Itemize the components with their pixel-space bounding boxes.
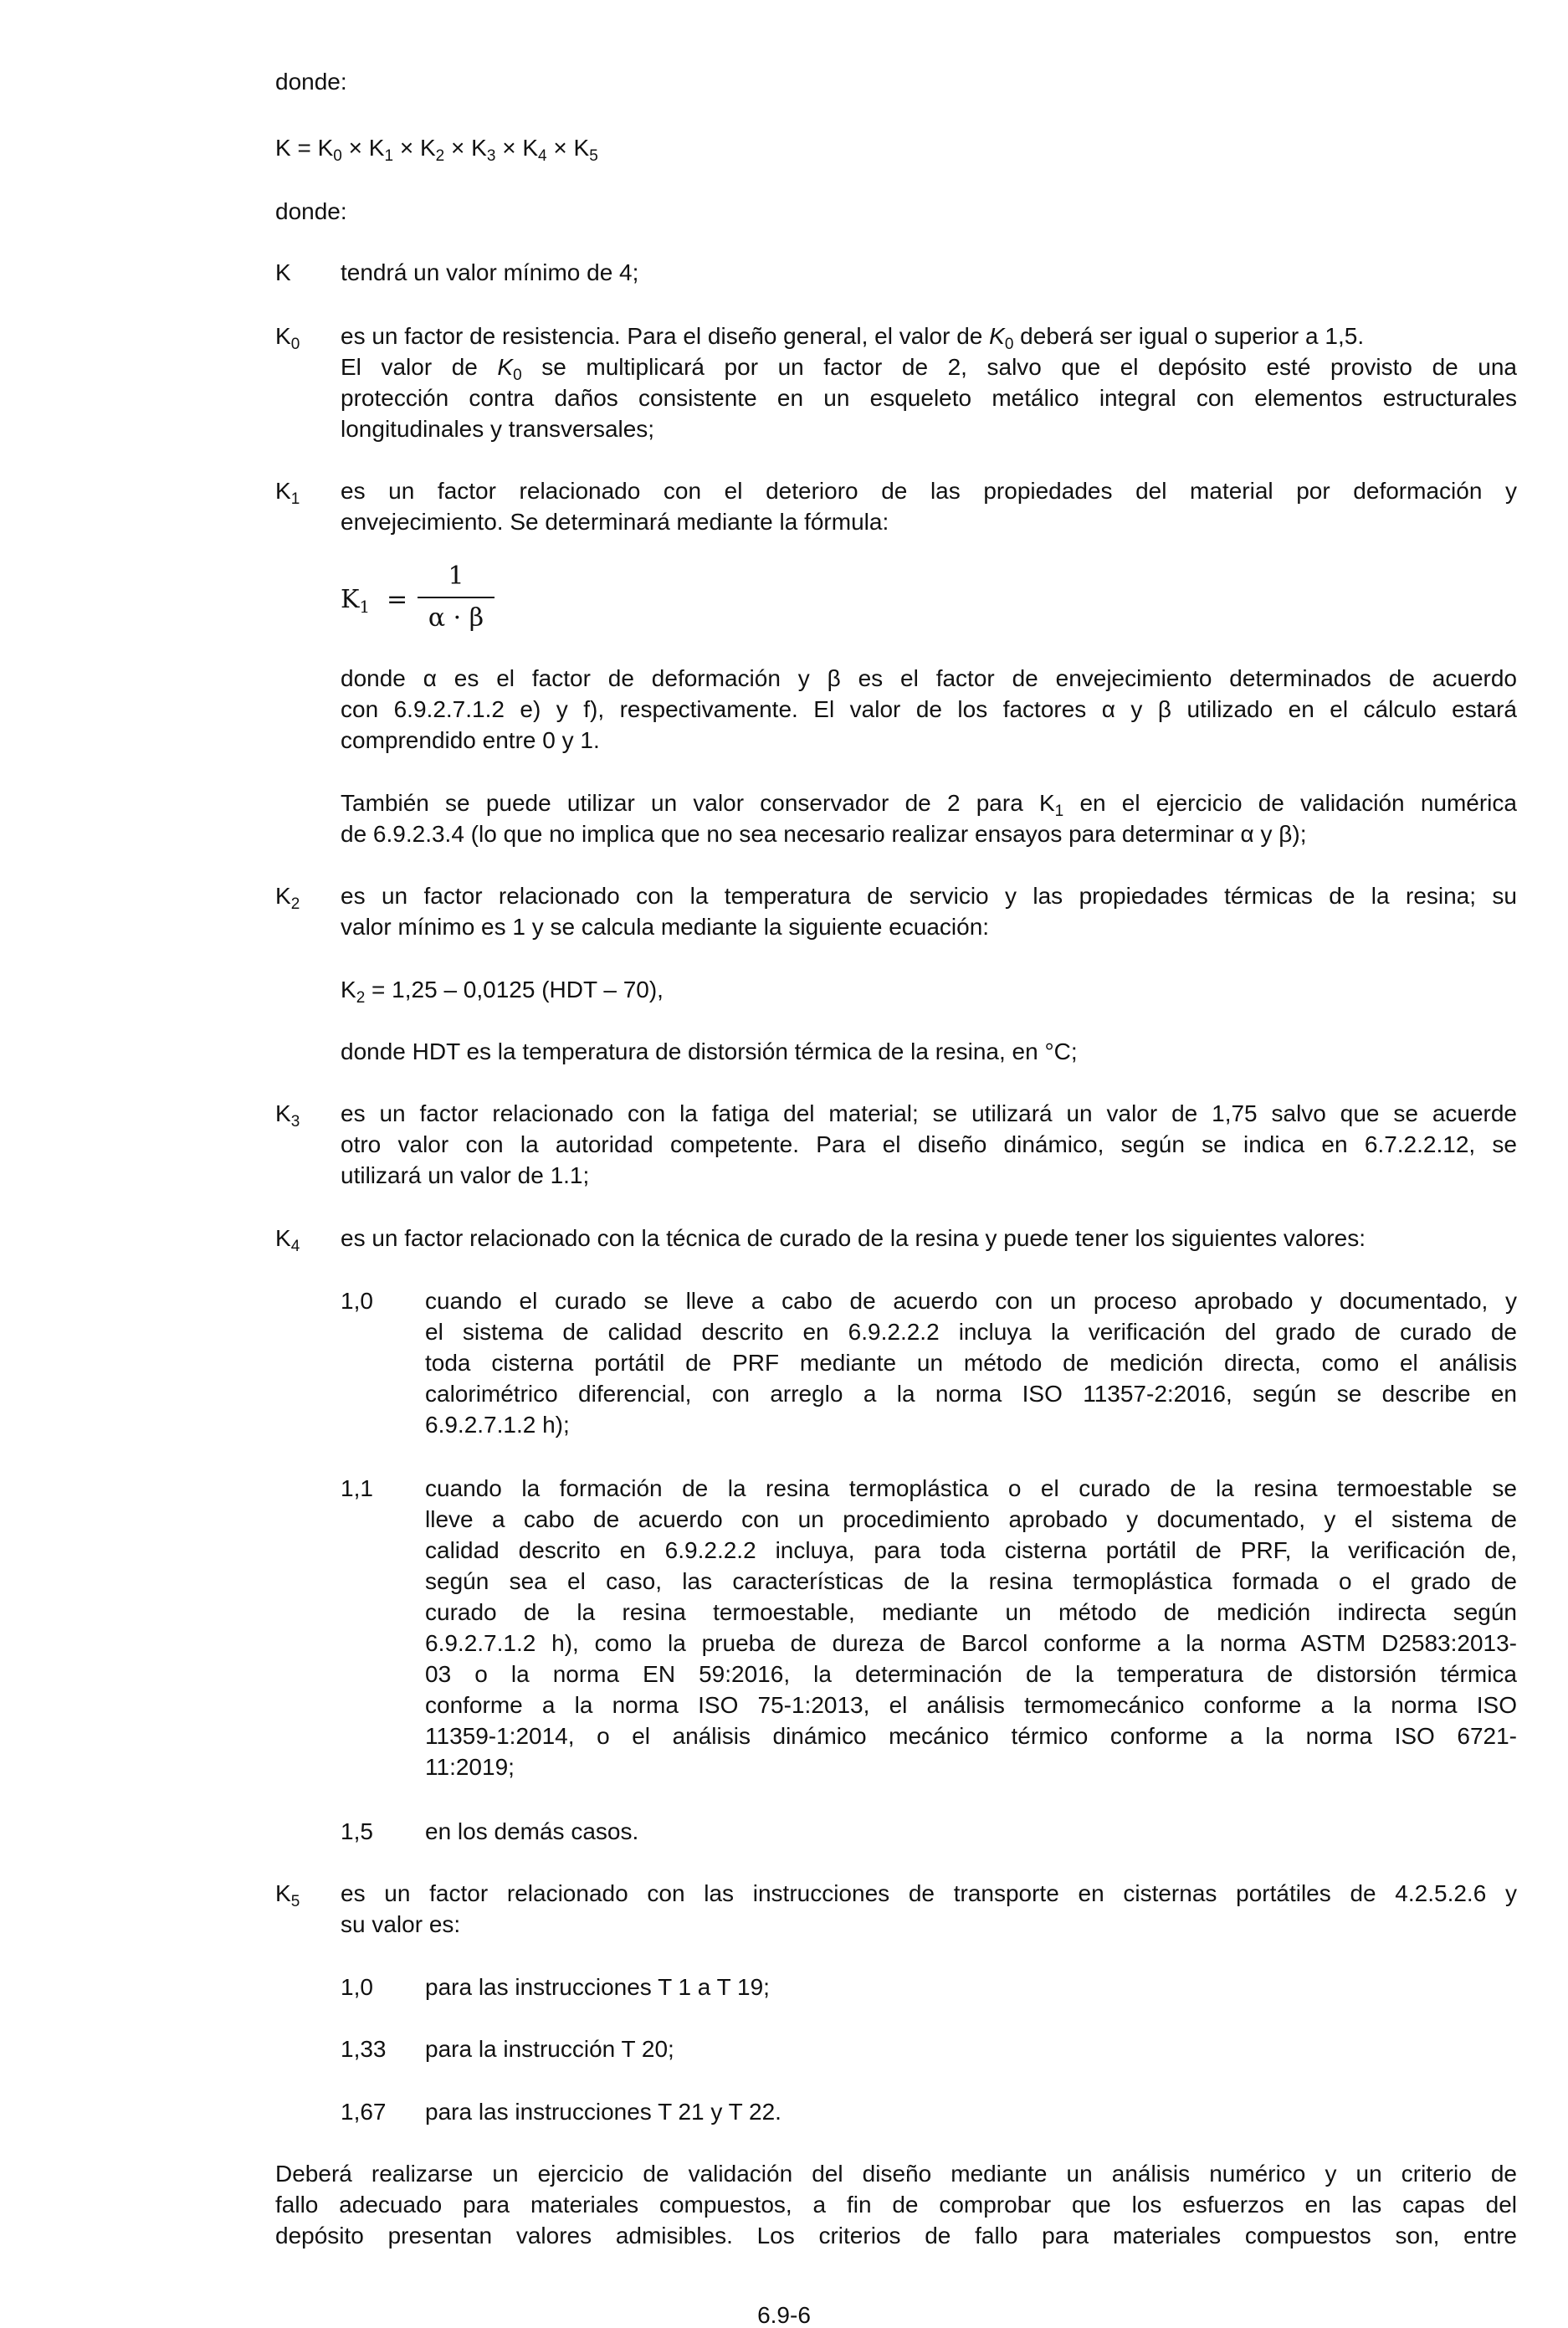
donde-label: donde:: [275, 198, 347, 224]
def-text-k2: es un factor relacionado con la temperatura de servicio y las propiedades térmicas de la resina; su valor mínimo es 1 y se calcula mediante la siguiente ecuación:: [341, 883, 1517, 940]
k5-option-text: para las instrucciones T 21 y T 22.: [425, 2099, 781, 2125]
def-label-k0: $K_0$: [275, 323, 300, 353]
def-label-k3: $K_3$: [275, 1100, 300, 1131]
def-text-k: tendrá un valor mínimo de 4;: [341, 259, 639, 285]
def-text-k4: es un factor relacionado con la técnica de curado de la resina y puede tener los siguientes valores:: [341, 1225, 1366, 1251]
def-label-k5: $K_5$: [275, 1880, 300, 1910]
k1-fraction-formula: $K_1$ = 1 α · β: [341, 562, 508, 638]
def-k1-paragraph-3: También se puede utilizar un valor conservador de 2 para $K_1$ en el ejercicio de validación numérica de 6.9.2.3.4 (lo que no implica que no sea necesario realizar ensayos para determinar α y β);: [341, 790, 1517, 847]
k4-option-text: cuando la formación de la resina termoplástica o el curado de la resina termoestable se lleve a cabo de acuerdo con un procedimiento aprobado y documentado, y el sistema de calidad descrito en 6.9.2.2.2 incluya, para toda cisterna portátil de PRF, la verificación de, según sea el caso, las características de la resina termoplástica formada o el grado de curado de la resina termoestable, mediante un método de medición indirecta según 6.9.2.7.1.2 h), como la prueba de dureza de Barcol conforme a la norma ASTM D2583:2013- 03 o la norma EN 59:2016, la determinación de la temperatura de distorsión térmica conforme a la norma ISO 75-1:2013, el análisis termomecánico conforme a la norma ISO 11359-1:2014, o el análisis dinámico mecánico térmico conforme a la norma ISO 6721- 11:2019;: [425, 1475, 1517, 1780]
def-text-k5: es un factor relacionado con las instrucciones de transporte en cisternas portátiles de 4.2.5.2.6 y su valor es:: [341, 1880, 1517, 1937]
k5-option-value: 1,33: [341, 2036, 387, 2062]
def-text-k1: es un factor relacionado con el deterioro de las propiedades del material por deformación y envejecimiento. Se determinará mediante la fórmula:: [341, 478, 1517, 535]
k4-option-text: en los demás casos.: [425, 1818, 639, 1844]
def-label-k1: $K_1$: [275, 478, 300, 508]
k2-note: donde HDT es la temperatura de distorsión térmica de la resina, en °C;: [341, 1038, 1078, 1064]
k5-option-text: para la instrucción T 20;: [425, 2036, 674, 2062]
fraction-bar: [418, 597, 494, 598]
def-text-k3: es un factor relacionado con la fatiga del material; se utilizará un valor de 1,75 salvo que se acuerde otro valor con la autoridad competente. Para el diseño dinámico, según se indica en 6.7.2.2.12, se utilizará un valor de 1.1;: [341, 1100, 1517, 1188]
k5-option-text: para las instrucciones T 1 a T 19;: [425, 1974, 770, 2000]
def-text-k0: es un factor de resistencia. Para el diseño general, el valor de $K_0$ deberá ser igual o superior a 1,5. El valor de $K_0$ se multiplicará por un factor de 2, salvo que el depósito esté provisto de una protección contra daños consistente en un esqueleto metálico integral con elementos estructurales longitudinales y transversales;: [341, 323, 1517, 442]
def-label-k4: $K_4$: [275, 1225, 300, 1255]
k4-option-value: 1,1: [341, 1475, 373, 1501]
k4-option-value: 1,5: [341, 1818, 373, 1844]
k4-option-text: cuando el curado se lleve a cabo de acuerdo con un proceso aprobado y documentado, y el sistema de calidad descrito en 6.9.2.2.2 incluya la verificación del grado de curado de toda cisterna portátil de PRF mediante un método de medición directa, como el análisis calorimétrico diferencial, con arreglo a la norma ISO 11357-2:2016, según se describe en 6.9.2.7.1.2 h);: [425, 1288, 1517, 1438]
k5-option-value: 1,0: [341, 1974, 373, 2000]
page-number: 6.9-6: [757, 2302, 811, 2328]
k2-equation: $K_2 = 1,25 - 0,0125$ (HDT – 70),: [341, 977, 664, 1007]
k5-option-value: 1,67: [341, 2099, 387, 2125]
k-product-formula: $K = K_0 \times K_1 \times K_2 \times K_3 \times K_4 \times K_5$: [275, 135, 598, 165]
def-k1-paragraph-2: donde α es el factor de deformación y β es el factor de envejecimiento determinados de acuerdo con 6.9.2.7.1.2 e) y f), respectivamente. El valor de los factores α y β utilizado en el cálculo estará comprendido entre 0 y 1.: [341, 665, 1517, 753]
def-label-k2: $K_2$: [275, 883, 300, 913]
def-label-k: K: [275, 259, 291, 285]
closing-paragraph: Deberá realizarse un ejercicio de validación del diseño mediante un análisis numérico y un criterio de fallo adecuado para materiales compuestos, a fin de comprobar que los esfuerzos en las capas del depósito presentan valores admisibles. Los criterios de fallo para materiales compuestos son, entre: [275, 2161, 1517, 2249]
donde-label: donde:: [275, 69, 347, 95]
k4-option-value: 1,0: [341, 1288, 373, 1314]
